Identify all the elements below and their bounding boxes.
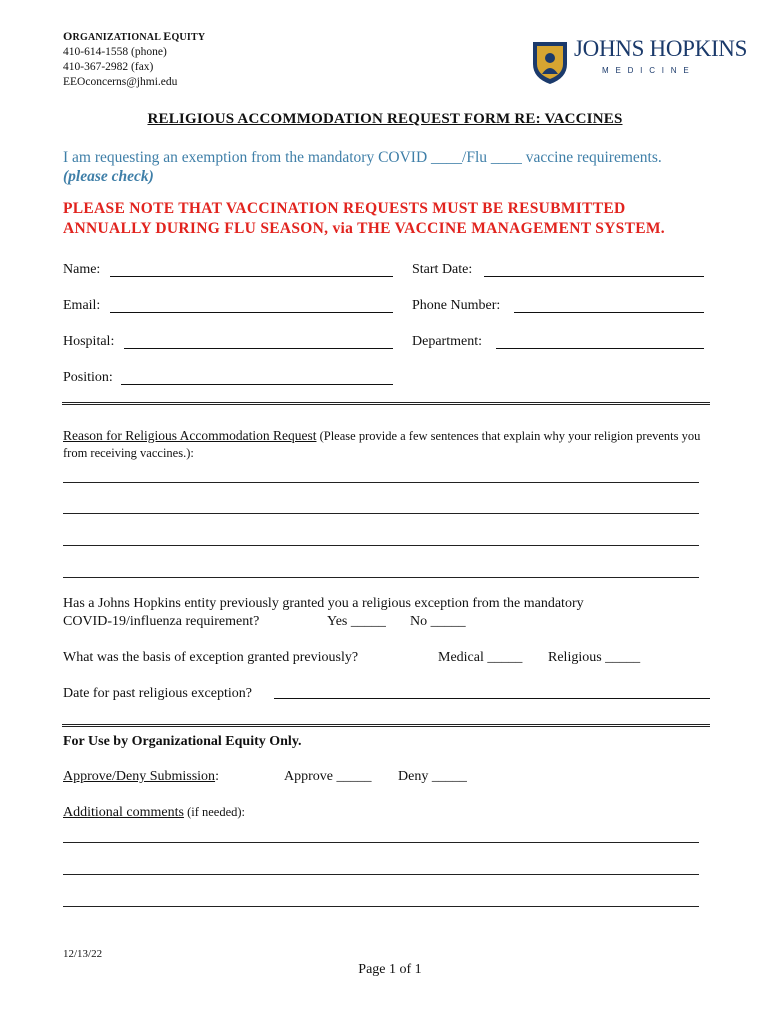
page-number: Page 1 of 1: [358, 962, 422, 977]
office-use-divider: [62, 724, 710, 727]
religious-option[interactable]: Religious _____: [548, 650, 641, 665]
form-title: RELIGIOUS ACCOMMODATION REQUEST FORM RE: VACCINES: [147, 111, 623, 127]
please-check-note: (please check): [63, 168, 154, 185]
reason-prompt: [63, 427, 713, 462]
revision-date: 12/13/22: [63, 948, 103, 960]
logo-subtitle: MEDICINE: [602, 66, 696, 75]
yes-option[interactable]: Yes _____: [327, 614, 386, 629]
no-option[interactable]: No _____: [410, 614, 466, 629]
phone-field[interactable]: [514, 312, 704, 313]
medical-option[interactable]: Medical _____: [438, 650, 523, 665]
approve-deny-label: Approve/Deny Submission:: [63, 769, 219, 784]
reason-label: Reason for Religious Accommodation Request: [63, 428, 317, 443]
email-field[interactable]: [110, 312, 393, 313]
comments-line-3[interactable]: [63, 906, 699, 907]
name-field[interactable]: [110, 276, 393, 277]
hospital-label: Hospital:: [63, 334, 115, 349]
request-line: I am requesting an exemption from the mandatory COVID ____/Flu ____ vaccine requirements.: [63, 149, 662, 166]
contact-block: [63, 29, 205, 90]
past-exception-date-field[interactable]: [274, 698, 710, 699]
resubmit-notice: [63, 199, 665, 239]
reason-line-4[interactable]: [63, 577, 699, 578]
position-label: Position:: [63, 370, 113, 385]
comments-line-1[interactable]: [63, 842, 699, 843]
reason-hint: (Please provide a few sentences that explain why your religion prevents you from receiving vaccines.):: [63, 429, 701, 460]
fax-text: 410-367-2982 (fax): [63, 61, 154, 73]
department-name: ORGANIZATIONAL EQUITY: [63, 29, 206, 43]
approve-option[interactable]: Approve _____: [284, 769, 372, 784]
section-divider: [62, 402, 710, 405]
previous-exception-question-cont: COVID-19/influenza requirement?: [63, 614, 260, 629]
notice-line-2: ANNUALLY DURING FLU SEASON, via THE VACCINE MANAGEMENT SYSTEM.: [63, 220, 665, 237]
department-field[interactable]: [496, 348, 704, 349]
reason-line-1[interactable]: [63, 482, 699, 483]
reason-line-2[interactable]: [63, 513, 699, 514]
hospital-field[interactable]: [124, 348, 393, 349]
previous-exception-question: Has a Johns Hopkins entity previously granted you a religious exception from the mandatory: [63, 596, 584, 611]
office-use-heading: For Use by Organizational Equity Only.: [63, 734, 302, 749]
start-date-field[interactable]: [484, 276, 704, 277]
department-label: Department:: [412, 334, 482, 349]
additional-comments-label: Additional comments (if needed):: [63, 805, 246, 820]
shield-icon: [530, 36, 570, 86]
position-field[interactable]: [121, 384, 393, 385]
logo-name: JOHNS HOPKINS: [574, 36, 748, 61]
notice-line-1: PLEASE NOTE THAT VACCINATION REQUESTS MUST BE RESUBMITTED: [63, 200, 626, 217]
phone-label: Phone Number:: [412, 298, 501, 313]
request-statement: [63, 148, 662, 186]
past-exception-date-label: Date for past religious exception?: [63, 686, 252, 701]
deny-option[interactable]: Deny _____: [398, 769, 467, 784]
comments-line-2[interactable]: [63, 874, 699, 875]
reason-line-3[interactable]: [63, 545, 699, 546]
johns-hopkins-logo: [530, 36, 748, 86]
basis-question: What was the basis of exception granted previously?: [63, 650, 359, 665]
email-text: EEOconcerns@jhmi.edu: [63, 76, 178, 88]
email-label: Email:: [63, 298, 101, 313]
name-label: Name:: [63, 262, 101, 277]
start-date-label: Start Date:: [412, 262, 473, 277]
phone-text: 410-614-1558 (phone): [63, 46, 167, 58]
